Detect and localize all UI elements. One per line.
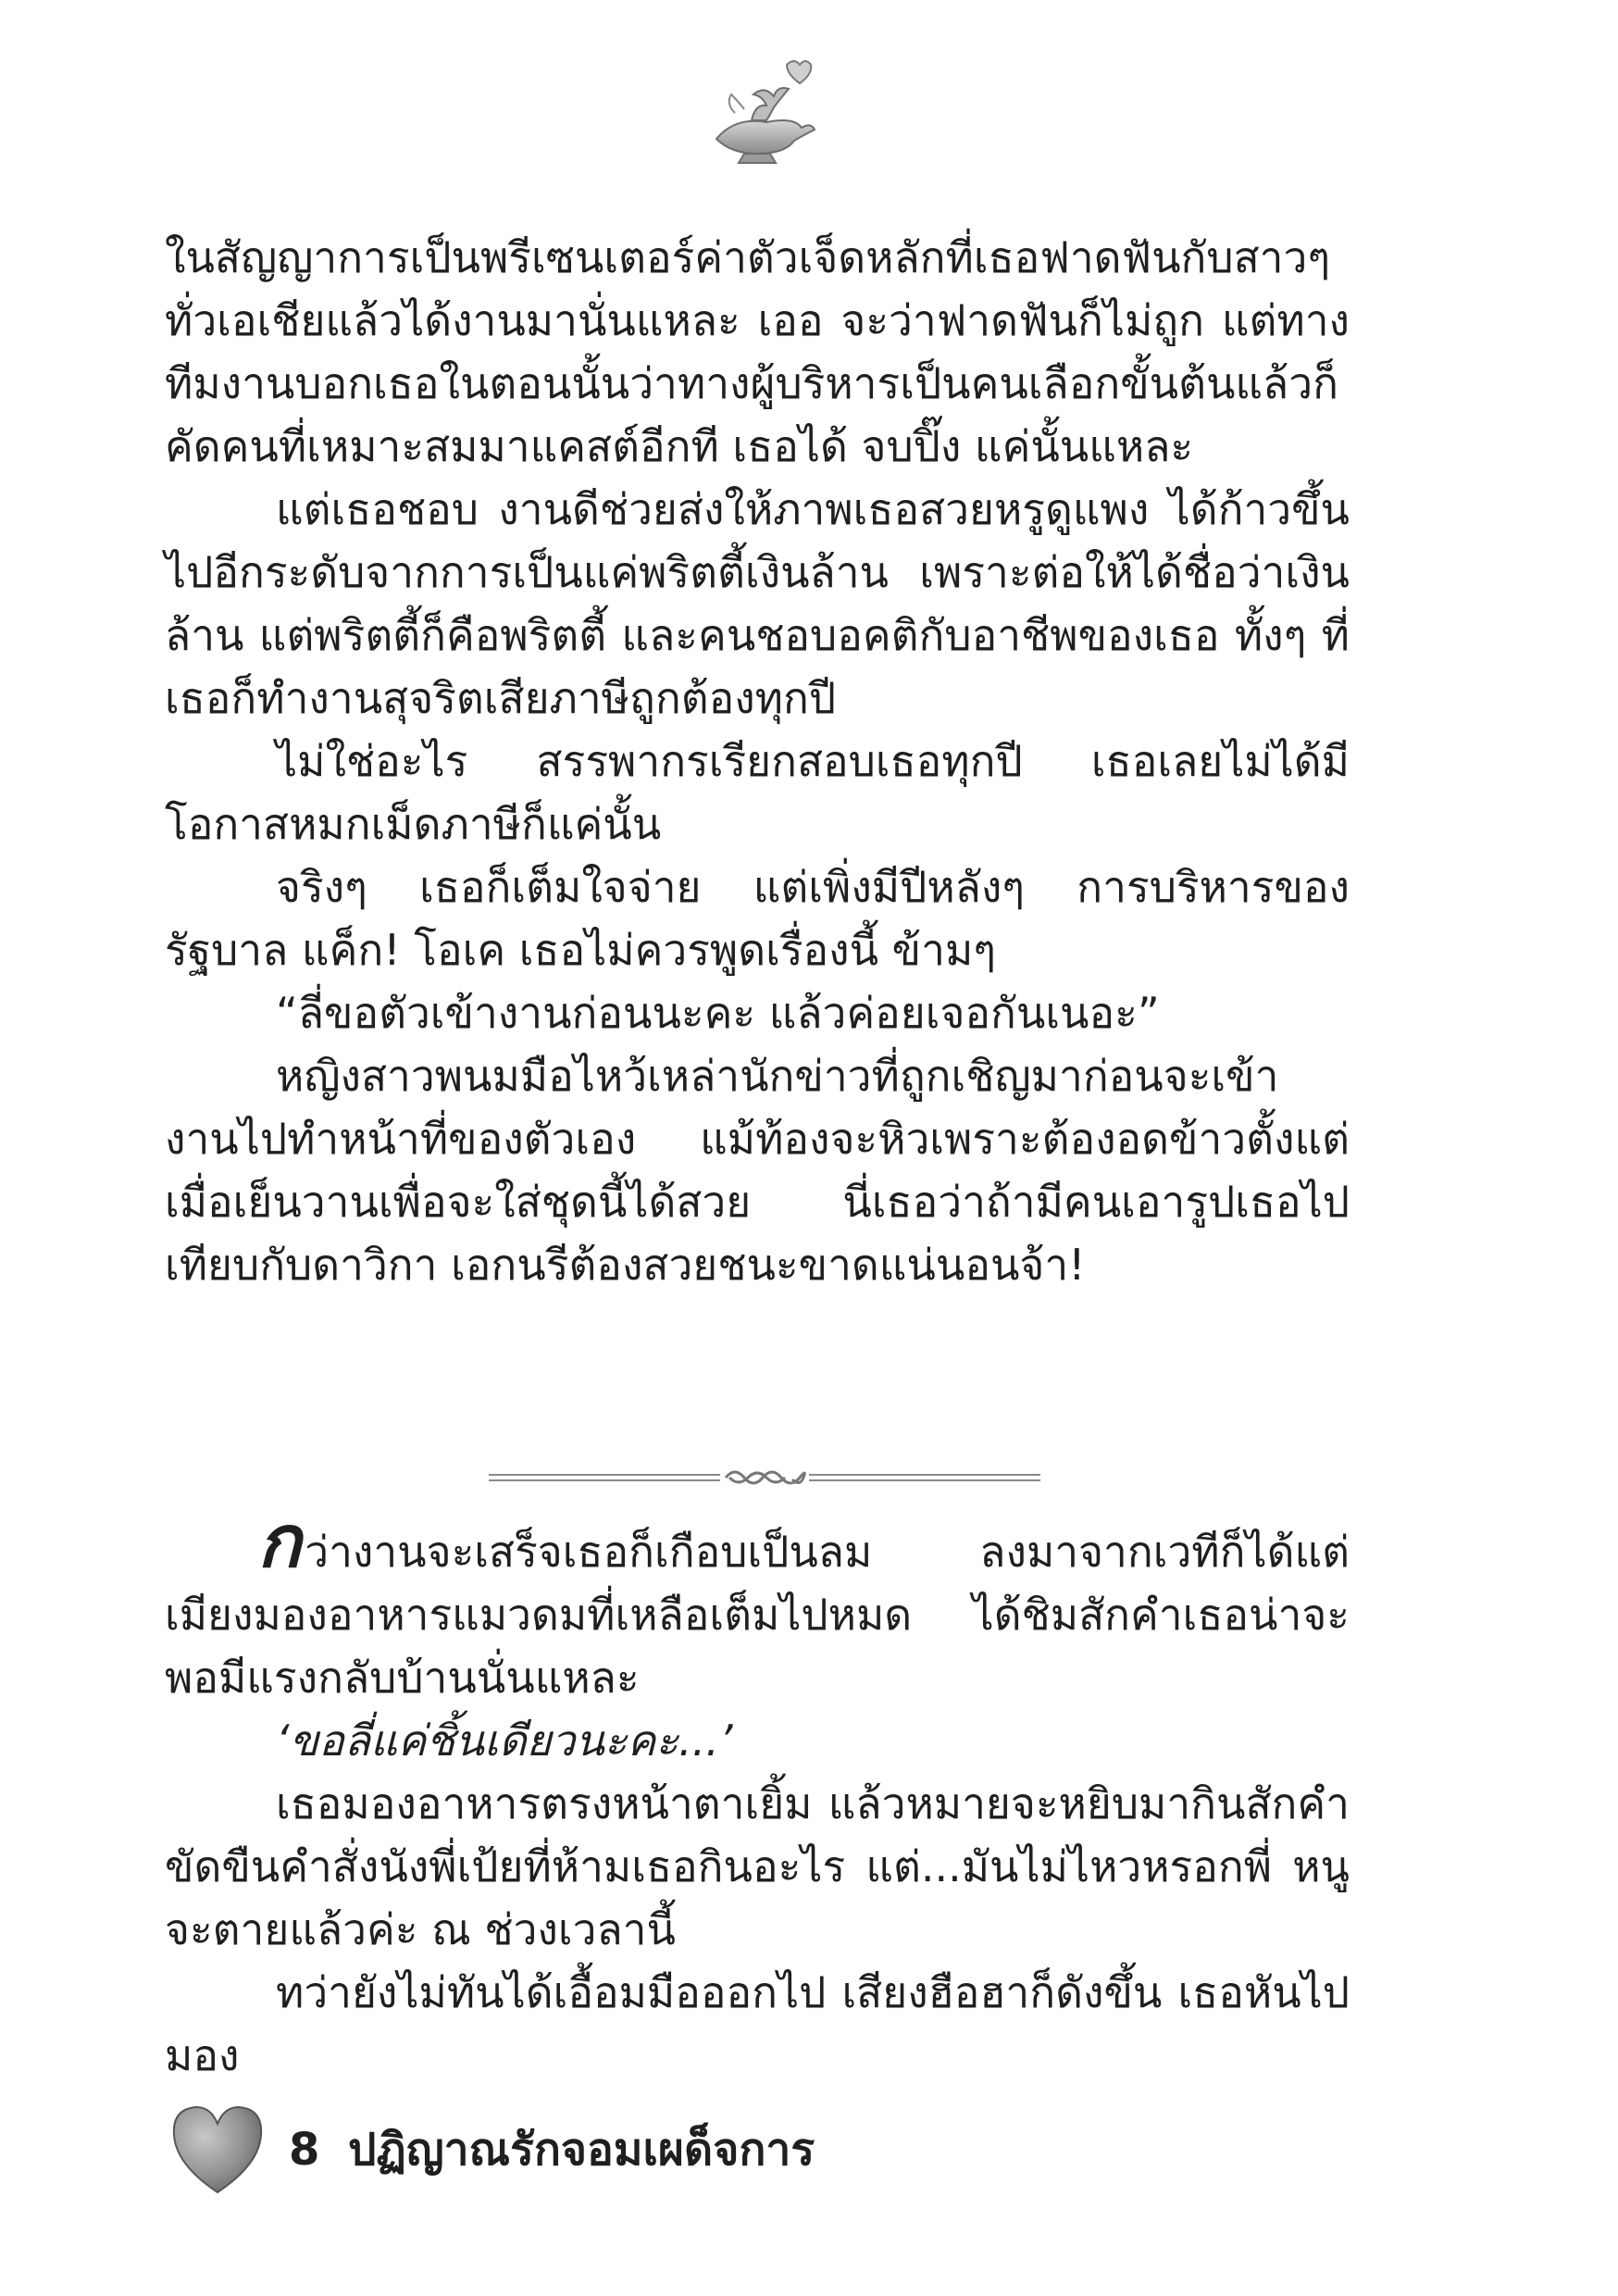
page-footer <box>167 2100 1000 2202</box>
magic-lamp-ornament-icon <box>698 57 818 168</box>
paragraph: แต่เธอชอบ งานดีช่วยส่งให้ภาพเธอสวยหรูดูแพง ได้ก้าวขึ้นไปอีกระดับจากการเป็นแค่พริตตี้เงินล้าน เพราะต่อให้ได้ชื่อว่าเงินล้าน แต่พริตตี้ก็คือพริตตี้ และคนชอบอคติกับอาชีพของเธอ ทั้งๆ ที่เธอก็ทำงานสุจริตเสียภาษีถูกต้องทุกปี <box>165 484 1350 723</box>
paragraph <box>165 1501 1350 1709</box>
drop-cap: ก <box>257 1501 302 1584</box>
page-number: 8 <box>289 2124 320 2176</box>
paragraph: ทว่ายังไม่ทันได้เอื้อมมือออกไป เสียงฮือฮาก็ดังขึ้น เธอหันไปมอง <box>165 1967 1350 2080</box>
paragraph: หญิงสาวพนมมือไหว้เหล่านักข่าวที่ถูกเชิญมาก่อนจะเข้างานไปทำหน้าที่ของตัวเอง แม้ท้องจะหิวเพราะต้องอดข้าวตั้งแต่เมื่อเย็นวานเพื่อจะใส่ชุดนี้ได้สวย นี่เธอว่าถ้ามีคนเอารูปเธอไปเทียบกับดาวิกา เอกนรีต้องสวยชนะขาดแน่นอนจ้า! <box>165 1051 1350 1290</box>
text-block-2 <box>165 1501 1350 2087</box>
paragraph: ไม่ใช่อะไร สรรพากรเรียกสอบเธอทุกปี เธอเลยไม่ได้มีโอกาสหมกเม็ดภาษีก็แค่นั้น <box>165 736 1350 849</box>
heart-icon <box>167 2100 268 2202</box>
thought-paragraph: ‘ขอลี่แค่ชิ้นเดียวนะคะ...’ <box>276 1716 733 1766</box>
text-block-1 <box>165 226 1350 1296</box>
dialogue-paragraph: “ลี่ขอตัวเข้างานก่อนนะคะ แล้วค่อยเจอกันเนอะ” <box>276 988 1160 1038</box>
paragraph: ในสัญญาการเป็นพรีเซนเตอร์ค่าตัวเจ็ดหลักที่เธอฟาดฟันกับสาวๆ ทั่วเอเชียแล้วได้งานมานั่นแหละ เออ จะว่าฟาดฟันก็ไม่ถูก แต่ทางทีมงานบอกเธอในตอนนั้นว่าทางผู้บริหารเป็นคนเลือกขั้นต้นแล้วก็คัดคนที่เหมาะสมมาแคสต์อีกที เธอได้ จบปิ๊ง แค่นั้นแหละ <box>165 232 1350 471</box>
paragraph: เธอมองอาหารตรงหน้าตาเยิ้ม แล้วหมายจะหยิบมากินสักคำ ขัดขืนคำสั่งนังพี่เป้ยที่ห้ามเธอกินอะไร แต่...มันไม่ไหวหรอกพี่ หนูจะตายแล้วค่ะ ณ ช่วงเวลานี้ <box>165 1778 1350 1954</box>
paragraph-text: ว่างานจะเสร็จเธอก็เกือบเป็นลม ลงมาจากเวทีก็ได้แต่เมียงมองอาหารแมวดมที่เหลือเต็มไปหมด ได้ชิมสักคำเธอน่าจะพอมีแรงกลับบ้านนั่นแหละ <box>165 1527 1350 1703</box>
book-title: ปฏิญาณรักจอมเผด็จการ <box>348 2124 815 2176</box>
paragraph: จริงๆ เธอก็เต็มใจจ่าย แต่เพิ่งมีปีหลังๆ การบริหารของรัฐบาล แค็ก! โอเค เธอไม่ควรพูดเรื่องนี้ ข้ามๆ <box>165 862 1350 975</box>
section-divider-icon <box>489 1459 1040 1496</box>
